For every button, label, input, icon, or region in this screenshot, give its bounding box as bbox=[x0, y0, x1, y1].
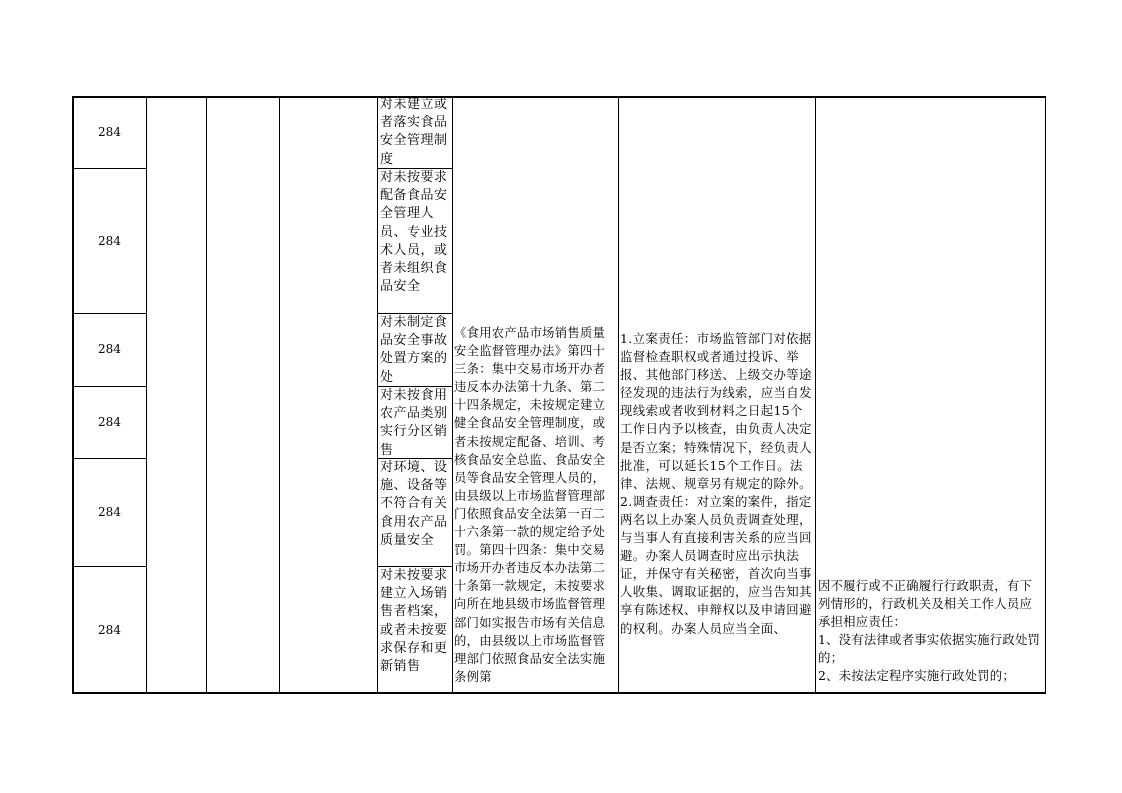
row-divider-num-4 bbox=[72, 458, 146, 459]
row-number: 284 bbox=[98, 125, 121, 139]
responsibility-text: 1.立案责任：市场监管部门对依据监督检查职权或者通过投诉、举报、其他部门移送、上级交办等途径发现的违法行为线索，应当自发现线索或者收到材料之日起15个工作日内予以核查，由负责人决定是否立案；特殊情况下，经负责人批准，可以延长15个工作日。法律、法规、规章另有规定的除外。 2.调查责任：对立案的案件，指定两名以上办案人员负责调查处理，与当事人有直接利害关系的应当回避。办案人员调查时应出示执法证，并保守有关秘密，首次向当事人收集、调取证据的，应当告知其享有陈述权、申辩权以及申请回避的权利。办案人员应当全面、 bbox=[620, 331, 812, 636]
col-divider-6 bbox=[618, 96, 619, 693]
table-border-top bbox=[72, 96, 1046, 98]
item-text: 对未按食用农产品类别实行分区销售 bbox=[380, 388, 448, 458]
legal-basis-text: 《食用农产品市场销售质量安全监督管理办法》第四十三条：集中交易市场开办者违反本办法第十九条、第二十四条规定，未按规定建立健全食品安全管理制度，或者未按规定配备、培训、考核食品安全总监、食品安全员等食品安全管理人员的，由县级以上市场监督管理部门依照食品安全法第一百二十六条第一款的规定给予处罚。第四十四条：集中交易市场开办者违反本办法第二十条第一款规定，未按要求向所在地县级市场监督管理部门如实报告市场有关信息的，由县级以上市场监督管理部门依照食品安全法实施条例第 bbox=[454, 326, 606, 684]
col-divider-1 bbox=[146, 96, 147, 693]
col-divider-7 bbox=[815, 96, 816, 693]
row-number: 284 bbox=[98, 505, 121, 519]
row-divider-num-3 bbox=[72, 386, 146, 387]
row-number: 284 bbox=[98, 342, 121, 356]
row-divider-num-1 bbox=[72, 168, 146, 169]
item-text: 对未按要求建立入场销售者档案，或者未按要求保存和更新销售 bbox=[380, 568, 448, 675]
table-border-bottom bbox=[72, 692, 1046, 694]
row-number: 284 bbox=[98, 623, 121, 637]
table-border-left bbox=[72, 96, 74, 693]
row-number: 284 bbox=[98, 415, 121, 429]
col-divider-3 bbox=[279, 96, 280, 693]
item-text: 对未按要求配备食品安全管理人员、专业技术人员，或者未组织食品安全 bbox=[380, 170, 448, 295]
row-number: 284 bbox=[98, 234, 121, 248]
item-text: 对未制定食品安全事故处置方案的处 bbox=[380, 315, 448, 385]
accountability-text: 因不履行或不正确履行行政职责，有下列情形的，行政机关及相关工作人员应承担相应责任： 1、没有法律或者事实依据实施行政处罚的； 2、未按法定程序实施行政处罚的； bbox=[818, 578, 1041, 684]
col-divider-2 bbox=[206, 96, 207, 693]
row-divider-num-5 bbox=[72, 566, 146, 567]
col-divider-5 bbox=[452, 96, 453, 693]
row-divider-num-2 bbox=[72, 313, 146, 314]
table-border-right bbox=[1045, 96, 1047, 693]
item-text: 对未建立或者落实食品安全管理制度 bbox=[380, 97, 448, 167]
item-text: 对环境、设施、设备等不符合有关食用农产品质量安全 bbox=[380, 460, 448, 548]
